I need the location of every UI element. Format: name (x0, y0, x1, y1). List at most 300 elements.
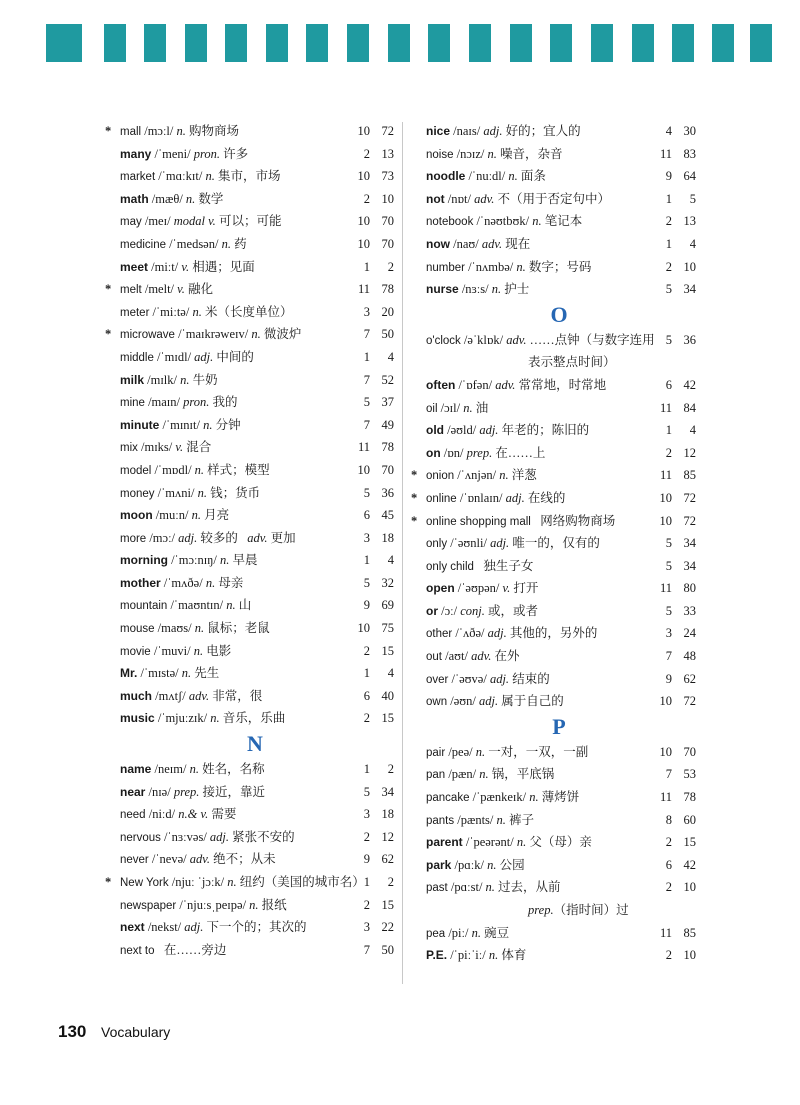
page-ref: 10 (683, 880, 696, 895)
headword: online (426, 492, 457, 505)
vocab-entry (418, 419, 700, 442)
headword: mix (120, 442, 138, 455)
page-ref: 80 (683, 581, 696, 596)
vocab-entry (112, 391, 398, 414)
entry-text (120, 594, 251, 618)
headword: morning (120, 553, 168, 568)
definition: 在……旁边 (154, 942, 227, 957)
optional-marker: * (105, 124, 112, 138)
definition: /nɜːs/ n. 护士 (458, 282, 530, 297)
headword: now (426, 236, 450, 251)
headword: notebook (426, 216, 474, 229)
entry-text (426, 854, 525, 877)
unit-number: 9 (363, 598, 370, 613)
page-ref: 73 (381, 169, 394, 184)
unit-number: 10 (659, 744, 672, 759)
entry-text (120, 640, 231, 664)
headword: medicine (120, 238, 167, 251)
section-letter-heading: P (552, 713, 566, 739)
entry-text (120, 916, 307, 939)
entry-text (426, 120, 581, 143)
unit-number: 10 (357, 621, 370, 636)
vocab-entry (105, 120, 398, 143)
unit-number: 2 (363, 897, 370, 912)
page-ref: 64 (683, 169, 696, 184)
entry-text (426, 622, 597, 646)
vocab-entry (418, 577, 700, 600)
vocab-entry (112, 436, 398, 459)
page-ref: 30 (683, 124, 696, 138)
definition: /ˈnevə/ adv. 绝不；从未 (148, 852, 276, 867)
definition: /ɔɪl/ n. 油 (437, 400, 489, 415)
unit-number: 11 (659, 790, 672, 805)
definition: 网络购物商场 (530, 513, 616, 528)
entry-text (426, 922, 509, 946)
definition: /ˈpeərənt/ n. 父（母）亲 (462, 835, 592, 850)
page-ref: 2 (387, 259, 394, 274)
page-ref: 37 (381, 395, 394, 410)
page-ref: 10 (683, 259, 696, 274)
entry-text (426, 555, 533, 579)
vocab-entry (418, 165, 700, 188)
section-letter-heading: O (550, 301, 568, 327)
vocab-entry (112, 346, 398, 369)
vocab-entry (112, 781, 398, 804)
page-ref: 24 (683, 626, 696, 641)
definition: /ˈmiːtə/ n. 米（长度单位） (149, 304, 293, 319)
vocab-entry (112, 617, 398, 640)
entry-text (426, 397, 488, 421)
entry-text (120, 826, 295, 850)
entry-text (426, 442, 545, 465)
unit-number: 10 (659, 513, 672, 528)
unit-number: 5 (363, 575, 370, 590)
definition: /ˈmʌðə/ n. 母亲 (160, 575, 244, 590)
headword: mine (120, 397, 145, 410)
entry-text (120, 527, 296, 551)
definition: /mɪks/ v. 混合 (137, 440, 212, 455)
headword: microwave (120, 329, 175, 342)
entry-text (120, 459, 270, 483)
headword: onion (426, 470, 455, 483)
page-ref: 22 (381, 920, 394, 935)
unit-number: 2 (363, 643, 370, 658)
entry-text (120, 369, 218, 392)
definition: /ˈmʌni/ n. 钱；货币 (154, 485, 261, 500)
page-ref: 72 (683, 694, 696, 709)
optional-marker: * (105, 327, 112, 342)
unit-number: 6 (363, 688, 370, 703)
definition: /pænts/ n. 裤子 (454, 812, 535, 827)
unit-number: 3 (363, 304, 370, 319)
unit-number: 11 (659, 146, 672, 161)
headword: meter (120, 306, 150, 319)
vocab-entry (112, 848, 398, 871)
headword: near (120, 784, 146, 799)
page-ref: 18 (381, 530, 394, 545)
entry-text (426, 831, 592, 854)
unit-number: 10 (357, 462, 370, 477)
definition: /ˈmaʊntɪn/ n. 山 (167, 598, 252, 613)
optional-marker: * (411, 513, 418, 528)
vocab-entry (112, 594, 398, 617)
page-ref: 75 (381, 621, 394, 636)
page-ref: 34 (683, 536, 696, 551)
definition: /ɒn/ prep. 在……上 (440, 445, 546, 460)
headword: number (426, 261, 465, 274)
page-ref: 72 (683, 513, 696, 528)
vocab-entry (418, 944, 700, 967)
definition: /muːn/ n. 月亮 (152, 508, 230, 523)
definition: /nɒt/ adv. 不（用于否定句中） (444, 191, 611, 206)
unit-number: 5 (363, 485, 370, 500)
entry-text (426, 809, 534, 833)
vocab-entry (411, 487, 700, 510)
vocab-entry (112, 256, 398, 279)
definition: /ˈəʊnli/ adj. 唯一的，仅有的 (447, 536, 600, 551)
definition: /njuː ˈjɔːk/ n. 纽约（美国的城市名） (168, 875, 365, 889)
definition: /pɑːst/ n. 过去，从前 (447, 880, 561, 895)
unit-number: 2 (665, 445, 672, 460)
definition: /ˈmɪnɪt/ n. 分钟 (159, 417, 241, 432)
headword: music (120, 711, 155, 726)
page-ref: 70 (381, 236, 394, 251)
headword: market (120, 171, 156, 184)
unit-number: 7 (363, 417, 370, 432)
unit-number: 9 (665, 671, 672, 686)
headword: noise (426, 148, 454, 161)
vocab-entry (112, 803, 398, 826)
page-ref: 12 (683, 445, 696, 460)
definition: /ˈmɔːnɪŋ/ n. 早晨 (168, 553, 258, 568)
definition: /əʊld/ adj. 年老的；陈旧的 (444, 423, 590, 438)
vocab-entry (411, 464, 700, 487)
headword: movie (120, 645, 151, 658)
vocab-entry (418, 741, 700, 764)
page-ref: 62 (683, 671, 696, 686)
headword: often (426, 377, 456, 392)
vocab-entry (112, 916, 398, 939)
vocab-entry (112, 301, 398, 324)
definition: prep.（指时间）过 (528, 903, 629, 917)
unit-number: 5 (665, 282, 672, 297)
vocab-entry (418, 668, 700, 691)
vocab-entry (112, 210, 398, 233)
definition: /əˈklɒk/ adv. ……点钟（与数字连用 (460, 332, 655, 347)
vocab-entry (112, 188, 398, 211)
unit-number: 5 (665, 603, 672, 618)
headword: mouse (120, 623, 155, 636)
definition: /nekst/ adj. 下一个的；其次的 (144, 920, 307, 935)
entry-text (120, 758, 265, 781)
vocab-entry (112, 640, 398, 663)
page-ref: 60 (683, 812, 696, 827)
definition: /ˈmɒdl/ n. 样式；模型 (151, 462, 270, 477)
page-ref: 40 (381, 688, 394, 703)
unit-number: 11 (357, 282, 370, 297)
unit-number: 10 (357, 236, 370, 251)
unit-number: 1 (665, 191, 672, 206)
page-ref: 49 (381, 417, 394, 432)
vocab-entry (112, 758, 398, 781)
headword: open (426, 581, 455, 596)
page-ref: 62 (381, 852, 394, 867)
unit-number: 5 (363, 784, 370, 799)
unit-number: 3 (665, 626, 672, 641)
definition: /ˈɒnlaɪn/ adj. 在线的 (456, 490, 566, 505)
vocab-column-right (411, 120, 700, 967)
definition: /mɪlk/ n. 牛奶 (144, 372, 218, 387)
definition: /ˈnəʊtbʊk/ n. 笔记本 (473, 214, 583, 229)
vocab-entry (418, 809, 700, 832)
entry-text (120, 210, 281, 234)
page-ref: 70 (381, 214, 394, 229)
page-ref: 36 (683, 332, 696, 347)
page-ref: 69 (381, 598, 394, 613)
page-ref: 52 (381, 372, 394, 387)
headword: more (120, 532, 147, 545)
page-ref: 15 (381, 711, 394, 726)
vocab-entry (418, 442, 700, 465)
headword: may (120, 216, 142, 229)
vocab-entry (418, 143, 700, 166)
vocab-entry-continuation (418, 899, 700, 922)
entry-text (120, 120, 239, 144)
vocab-entry (112, 482, 398, 505)
definition: /ˈmaɪkrəweɪv/ n. 微波炉 (174, 327, 302, 342)
page-ref: 34 (381, 784, 394, 799)
vocab-entry (418, 786, 700, 809)
unit-number: 2 (665, 259, 672, 274)
headword: mountain (120, 600, 168, 613)
unit-number: 2 (363, 191, 370, 206)
headword: pair (426, 746, 446, 759)
headword: next to (120, 944, 155, 957)
headword: other (426, 628, 453, 641)
entry-text (426, 233, 530, 256)
definition: /ˈəʊvə/ adj. 结束的 (448, 671, 550, 686)
unit-number: 7 (363, 372, 370, 387)
page-ref: 72 (683, 490, 696, 505)
page-ref: 33 (683, 603, 696, 618)
headword: over (426, 673, 449, 686)
entry-text (120, 165, 280, 189)
entry-text (120, 414, 241, 437)
entry-text (120, 482, 260, 506)
vocab-entry (112, 459, 398, 482)
unit-number: 1 (665, 236, 672, 251)
vocab-entry (418, 831, 700, 854)
headword: own (426, 696, 448, 709)
entry-text (426, 256, 591, 280)
entry-text (120, 894, 287, 918)
entry-text (426, 690, 564, 714)
entry-text (120, 278, 213, 302)
unit-number: 11 (659, 581, 672, 596)
unit-number: 2 (665, 948, 672, 963)
definition: 独生子女 (473, 558, 534, 573)
entry-text (528, 899, 629, 922)
headword: P.E. (426, 948, 448, 963)
entry-text (426, 532, 600, 556)
unit-number: 3 (363, 530, 370, 545)
entry-text (426, 487, 565, 511)
unit-number: 2 (363, 711, 370, 726)
page-ref: 13 (683, 214, 696, 229)
headword: money (120, 487, 155, 500)
headword: past (426, 882, 448, 895)
definition: /ˈmɑːkɪt/ n. 集市，市场 (155, 169, 281, 184)
definition: /ˈmeni/ pron. 许多 (151, 146, 249, 161)
vocab-entry (105, 871, 398, 894)
headword: pants (426, 814, 455, 827)
entry-text (426, 374, 606, 397)
unit-number: 7 (665, 767, 672, 782)
headword: middle (120, 351, 154, 364)
definition: /mæθ/ n. 数学 (148, 191, 224, 206)
page-ref: 13 (381, 146, 394, 161)
definition: /melt/ v. 融化 (141, 282, 214, 297)
definition: /niːd/ n.& v. 需要 (145, 807, 237, 822)
entry-text (120, 143, 248, 166)
vocab-entry (418, 120, 700, 143)
headword: nice (426, 124, 451, 138)
vocab-entry (418, 600, 700, 623)
entry-text (120, 256, 255, 279)
unit-number: 1 (363, 666, 370, 681)
vocab-entry (112, 685, 398, 708)
page-ref: 10 (381, 191, 394, 206)
unit-number: 2 (665, 835, 672, 850)
page-ref: 4 (689, 423, 696, 438)
page-ref: 18 (381, 807, 394, 822)
vocab-entry (112, 662, 398, 685)
unit-number: 1 (665, 423, 672, 438)
vocab-entry (418, 233, 700, 256)
vocab-entry (112, 233, 398, 256)
unit-number: 2 (665, 880, 672, 895)
entry-text (120, 323, 301, 347)
unit-number: 5 (363, 395, 370, 410)
entry-text (426, 668, 550, 692)
headword: many (120, 146, 152, 161)
optional-marker: * (411, 490, 418, 505)
headword: mother (120, 575, 161, 590)
entry-text (120, 572, 243, 595)
definition: /nɔɪz/ n. 噪音，杂音 (453, 146, 563, 161)
vocab-entry (411, 510, 700, 533)
headword: parent (426, 835, 463, 850)
column-divider (402, 122, 403, 984)
unit-number: 3 (363, 920, 370, 935)
vocab-entry (418, 374, 700, 397)
entry-text (426, 143, 563, 167)
unit-number: 11 (357, 440, 370, 455)
definition: /ˈpiːˈiː/ n. 体育 (447, 948, 527, 963)
unit-number: 7 (665, 649, 672, 664)
vocab-entry (112, 894, 398, 917)
headword: Mr. (120, 666, 138, 681)
headword: not (426, 191, 445, 206)
vocab-entry-continuation (418, 351, 700, 374)
headword: minute (120, 417, 160, 432)
unit-number: 11 (659, 400, 672, 415)
headword: nurse (426, 282, 459, 297)
vocab-entry (112, 527, 398, 550)
page-ref: 34 (683, 282, 696, 297)
unit-number: 10 (659, 490, 672, 505)
definition: /maɪn/ pron. 我的 (144, 395, 238, 410)
entry-text (120, 871, 365, 895)
definition: /maʊs/ n. 鼠标；老鼠 (154, 621, 270, 636)
headword: model (120, 464, 152, 477)
definition: /neɪm/ n. 姓名，名称 (151, 762, 265, 777)
unit-number: 2 (363, 829, 370, 844)
unit-number: 5 (665, 536, 672, 551)
entry-text (426, 210, 582, 234)
definition: /ˈnjuːsˌpeɪpə/ n. 报纸 (176, 897, 287, 912)
page-ref: 85 (683, 925, 696, 940)
page-ref: 10 (683, 948, 696, 963)
definition: /peə/ n. 一对，一双，一副 (445, 744, 589, 759)
headword: much (120, 688, 153, 703)
headword: o'clock (426, 334, 461, 347)
definition: /ˈmɪstə/ n. 先生 (137, 666, 220, 681)
headword: noodle (426, 169, 466, 184)
entry-text (426, 600, 538, 623)
page-ref: 50 (381, 327, 394, 342)
entry-text (426, 577, 538, 600)
headword: pancake (426, 792, 470, 805)
entry-text (120, 436, 211, 460)
headword: name (120, 762, 152, 777)
vocab-entry (112, 549, 398, 572)
unit-number: 8 (665, 812, 672, 827)
headword: New York (120, 877, 169, 889)
entry-text (426, 645, 519, 669)
headword: only (426, 538, 448, 551)
vocab-entry (418, 622, 700, 645)
definition: /ˈʌnjən/ n. 洋葱 (454, 468, 537, 483)
vocab-entry (418, 854, 700, 877)
entry-text (426, 786, 579, 810)
definition: /ˈmedsən/ n. 药 (166, 236, 247, 251)
headword: need (120, 809, 146, 822)
unit-number: 10 (659, 694, 672, 709)
unit-number: 3 (363, 807, 370, 822)
unit-number: 5 (665, 558, 672, 573)
page-ref: 85 (683, 468, 696, 483)
page-ref: 42 (683, 857, 696, 872)
page-ref: 2 (387, 762, 394, 777)
headword: or (426, 603, 438, 618)
definition: /ˈnɜːvəs/ adj. 紧张不安的 (160, 829, 295, 844)
vocab-entry (112, 572, 398, 595)
vocab-entry (418, 210, 700, 233)
unit-number: 1 (363, 553, 370, 568)
definition: /ˈʌðə/ adj. 其他的，另外的 (452, 626, 598, 641)
unit-number: 2 (665, 214, 672, 229)
vocab-entry (112, 165, 398, 188)
entry-text (120, 617, 270, 641)
vocab-entry (418, 329, 700, 352)
vocab-entry (112, 707, 398, 730)
vocab-entry (112, 143, 398, 166)
vocab-entry (112, 939, 398, 962)
unit-number: 9 (363, 852, 370, 867)
unit-number: 7 (363, 327, 370, 342)
definition: 表示整点时间） (528, 355, 616, 370)
